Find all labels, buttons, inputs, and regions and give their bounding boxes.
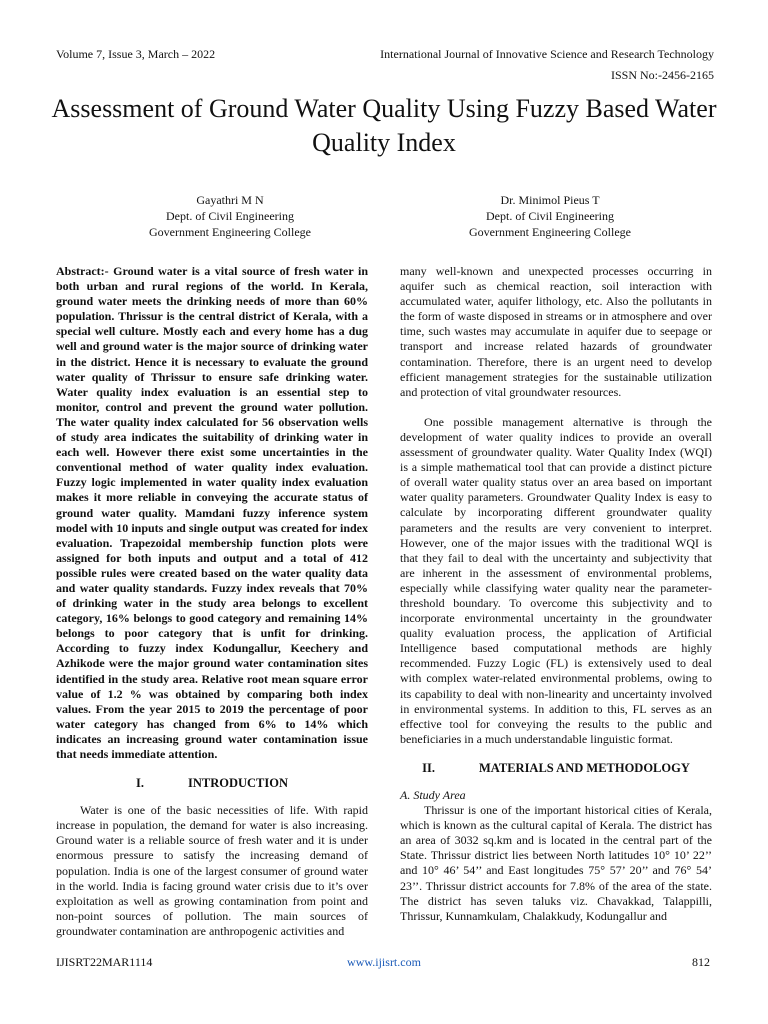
abstract: Abstract:- Ground water is a vital source of fresh water in both urban and rural regions of the world. In Kerala, ground water meets the drinking needs of more than 60% population. Thrissur is the central district of Kerala, with a special well culture. Mostly each and every home has a dug well and ground water is the major source of drinking water in the district. Hence it is necessary to evaluate the ground water quality of Thrissur to ensure safe drinking water. Water quality index evaluation is an essential step to monitor, control and prevent the ground water pollution. The water quality index calculated for 56 observation wells of study area indicates the suitability of drinking water in each well. However there exist some uncertainties in the conventional method of water quality index evaluation. Fuzzy logic implemented in water quality index evaluation makes it more reliable in conveying the accurate status of ground water quality. Mamdani fuzzy inference system model with 10 inputs and single output was created for index evaluation. Trapezoidal membership function plots were assigned for both inputs and output and a total of 412 possible rules were created based on the water quality data and water quality standards. Fuzzy index reveals that 70% of drinking water in the study area belongs to excellent category, 16% belongs to good category and remaining 14% belongs to poor category that is unfit for drinking. According to fuzzy index Kodungallur, Keechery and Azhikode were the major ground water contamination sites identified in the study area. Relative root mean square error value of 1.2 % was obtained by comparing both index values. From the year 2015 to 2019 the percentage of poor water category has changed from 6% to 14% which indicates an increasing ground water contamination issue that needs immediate attention. <box>56 264 368 761</box>
paper-id: IJISRT22MAR1114 <box>56 955 153 969</box>
section-title: INTRODUCTION <box>187 776 288 791</box>
author-institution: Government Engineering College <box>469 225 631 239</box>
journal-name: International Journal of Innovative Science and Research Technology <box>380 47 714 61</box>
paragraph: One possible management alternative is through the development of water quality indices to provide an overall assessment of groundwater quality. Water Quality Index (WQI) is a simple mathematical tool that can provide a distinct picture of overall water quality status over an area based on important water quality parameters. Groundwater Quality Index is easy to calculate by incorporating different groundwater quality parameters and the results are very convenient to interpret. However, one of the major issues with the traditional WQI is that they fail to deal with the uncertainty and subjectivity that are inherent in the assessment of environmental problems, especially while classifying water quality near the parameter-threshold boundary. To overcome this subjectivity and to incorporate environmental uncertainty in the groundwater quality evaluation process, the application of Artificial Intelligence based computational methods are highly recommended. Fuzzy Logic (FL) is extensively used to deal with complex water-related environmental problems, owing to its capability to deal with non-linearity and uncertainty involved in environmental systems. In addition to this, FL serves as an effective tool for conveying the results to the public and beneficiaries in a much understandable linguistic format. <box>400 414 712 746</box>
paper-title: Assessment of Ground Water Quality Using Fuzzy Based Water Quality Index <box>51 94 717 157</box>
author-name: Dr. Minimol Pieus T <box>500 193 600 207</box>
author-institution: Government Engineering College <box>149 225 311 239</box>
section-title: MATERIALS AND METHODOLOGY <box>478 760 690 775</box>
author-name: Gayathri M N <box>196 193 264 207</box>
issn: ISSN No:-2456-2165 <box>610 68 714 82</box>
author-dept: Dept. of Civil Engineering <box>166 209 294 223</box>
left-column <box>56 264 368 939</box>
subsection-heading: A. Study Area <box>400 788 466 802</box>
journal-website-link[interactable]: www.ijisrt.com <box>347 955 421 969</box>
methods-heading <box>400 761 712 776</box>
volume-info: Volume 7, Issue 3, March – 2022 <box>56 47 216 61</box>
intro-heading <box>56 776 368 791</box>
author-1 <box>110 192 350 240</box>
section-number: II. <box>422 760 435 775</box>
author-dept: Dept. of Civil Engineering <box>486 209 614 223</box>
study-area-text: Thrissur is one of the important historical cities of Kerala, which is known as the cultural capital of Kerala. The district has an area of 3032 sq.km and is located in the central part of the State. Thrissur district lies between North latitudes 10° 10’ 22’’ and 10° 46’ 54’’ and East longitudes 75° 57’ 20’’ and 76° 54’ 23’’. Thrissur district accounts for 7.8% of the area of the state. The district has seven taluks viz. Chavakkad, Talappilli, Thrissur, Kunnamkulam, Chalakkudy, Kodungallur and <box>400 803 712 923</box>
page-number: 812 <box>692 955 710 969</box>
intro-text: Water is one of the basic necessities of life. With rapid increase in population, the demand for water is also increasing. Ground water is a reliable source of fresh water and it is under enormous pressure to satisfy the increasing demand of population. India is one of the largest consumer of ground water in the world. India is facing ground water crisis due to it’s over exploitation as well as growing contamination from point and non-point sources of pollution. The main sources of groundwater contamination are anthropogenic activities and <box>56 803 368 938</box>
right-column <box>400 264 712 924</box>
paragraph: many well-known and unexpected processes occurring in aquifer such as chemical reaction, soil interaction with accumulated water, aquifer lithology, etc. Also the pollutants in the form of waste disposed in streams or in atmosphere and over time, such wastes may accumulate in aquifer due to seepage or transport and increase related hazards of groundwater contamination. Therefore, there is an urgent need to develop efficient management strategies for the sustainable utilization and protection of vital groundwater resources. <box>400 264 712 399</box>
author-2 <box>430 192 670 240</box>
section-number: I. <box>135 776 144 791</box>
